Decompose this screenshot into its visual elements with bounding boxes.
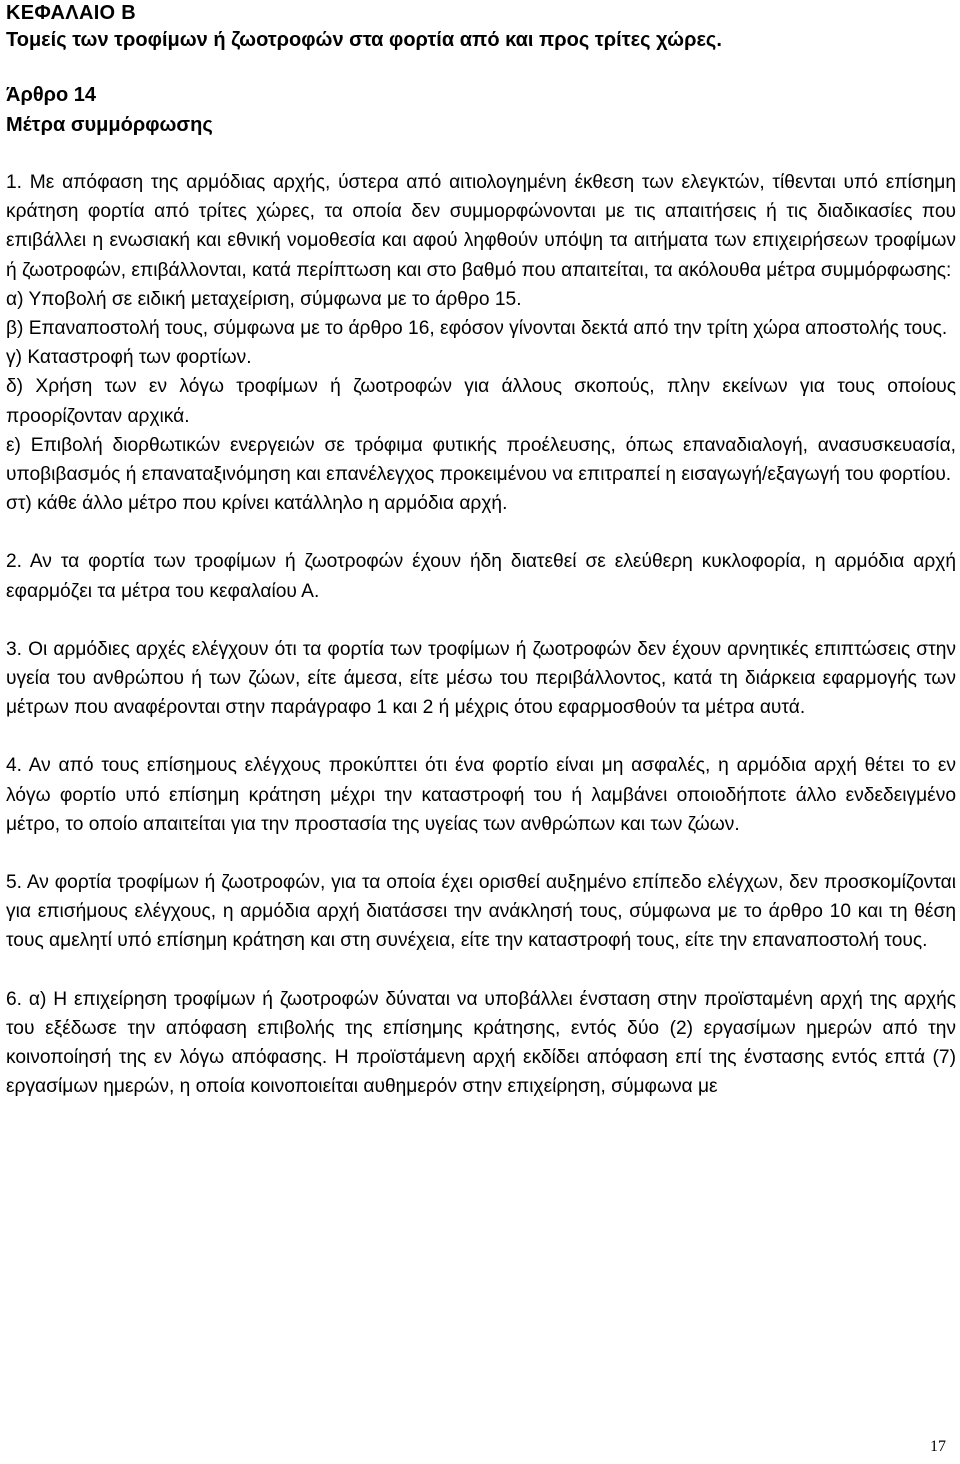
paragraph-1: 1. Με απόφαση της αρμόδιας αρχής, ύστερα από αιτιολογημένη έκθεση των ελεγκτών, τίθενται υπό επίσημη κράτηση φορτία από τρίτες χώρες, τα οποία δεν συμμορφώνονται με τις απαιτήσεις ή τις διαδικασίες που επιβάλλει η ενωσιακή και εθνική νομοθεσία και αφού ληφθούν υπόψη τα αιτήματα των επιχειρήσεων τροφίμων ή ζωοτροφών, επιβάλλονται, κατά περίπτωση και στο βαθμό που απαιτείται, τα ακόλουθα μέτρα συμμόρφωσης: bbox=[6, 172, 956, 281]
paragraph-1-item-st: στ) κάθε άλλο μέτρο που κρίνει κατάλληλο η αρμόδια αρχή. bbox=[6, 493, 508, 515]
chapter-title: Τομείς των τροφίμων ή ζωοτροφών στα φορτία από και προς τρίτες χώρες. bbox=[6, 29, 722, 51]
article-body bbox=[6, 168, 956, 1101]
paragraph-1-item-d: δ) Χρήση των εν λόγω τροφίμων ή ζωοτροφών για άλλους σκοπούς, πλην εκείνων για τους οποίους προορίζονταν αρχικά. bbox=[6, 376, 956, 427]
article-number: Άρθρο 14 bbox=[6, 84, 97, 106]
paragraph-6: 6. α) Η επιχείρηση τροφίμων ή ζωοτροφών δύναται να υποβάλλει ένσταση στην προϊσταμένη αρχή της αρχής του εξέδωσε την απόφαση επιβολής της επίσημης κράτησης, εντός δύο (2) εργασίμων ημερών από την κοινοποίησή της εν λόγω απόφασης. Η προϊστάμενη αρχή εκδίδει απόφαση επί της ένστασης εντός επτά (7) εργασίμων ημερών, η οποία κοινοποιείται αυθημερόν στην επιχείρηση, σύμφωνα με bbox=[6, 988, 956, 1098]
article-title: Μέτρα συμμόρφωσης bbox=[6, 114, 213, 136]
paragraph-5: 5. Αν φορτία τροφίμων ή ζωοτροφών, για τα οποία έχει ορισθεί αυξημένο επίπεδο ελέγχων, δεν προσκομίζονται για επισήμους ελέγχους, η αρμόδια αρχή διατάσσει την ανάκλησή τους, σύμφωνα με το άρθρο 10 και τη θέση τους αμελητί υπό επίσημη κράτηση και στη συνέχεια, είτε την καταστροφή τους, είτε την επαναποστολή τους. bbox=[6, 872, 956, 952]
paragraph-1-item-e: ε) Επιβολή διορθωτικών ενεργειών σε τρόφιμα φυτικής προέλευσης, όπως επαναδιαλογή, ανασυσκευασία, υποβιβασμός ή επαναταξινόμηση και επανέλεγχος προκειμένου να επιτραπεί η εισαγωγή/εξαγωγή του φορτίου. bbox=[6, 434, 956, 486]
paragraph-2: 2. Αν τα φορτία των τροφίμων ή ζωοτροφών έχουν ήδη διατεθεί σε ελεύθερη κυκλοφορία, η αρμόδια αρχή εφαρμόζει τα μέτρα του κεφαλαίου Α. bbox=[6, 551, 956, 602]
chapter-heading: ΚΕΦΑΛΑΙΟ Β bbox=[6, 2, 137, 24]
paragraph-1-item-b: β) Επαναποστολή τους, σύμφωνα με το άρθρο 16, εφόσον γίνονται δεκτά από την τρίτη χώρα αποστολής τους. bbox=[6, 318, 948, 340]
page-number: 17 bbox=[930, 1438, 946, 1455]
paragraph-1-item-a: α) Υποβολή σε ειδική μεταχείριση, σύμφωνα με το άρθρο 15. bbox=[6, 288, 522, 310]
paragraph-4: 4. Αν από τους επίσημους ελέγχους προκύπτει ότι ένα φορτίο είναι μη ασφαλές, η αρμόδια αρχή θέτει το εν λόγω φορτίο υπό επίσημη κράτηση μέχρι την καταστροφή του ή λαμβάνει οποιοδήποτε άλλο ενδεδειγμένο μέτρο, το οποίο απαιτείται για την προστασία της υγείας των ανθρώπων και των ζώων. bbox=[6, 755, 956, 835]
paragraph-3: 3. Οι αρμόδιες αρχές ελέγχουν ότι τα φορτία των τροφίμων ή ζωοτροφών δεν έχουν αρνητικές επιπτώσεις στην υγεία του ανθρώπου ή των ζώων, είτε άμεσα, είτε μέσω του περιβάλλοντος, κατά τη διάρκεια εφαρμογής των μέτρων που αναφέρονται στην παράγραφο 1 και 2 ή μέχρις ότου εφαρμοσθούν τα μέτρα αυτά. bbox=[6, 638, 956, 719]
paragraph-1-item-c: γ) Καταστροφή των φορτίων. bbox=[6, 347, 252, 369]
document-page bbox=[6, 0, 956, 1101]
